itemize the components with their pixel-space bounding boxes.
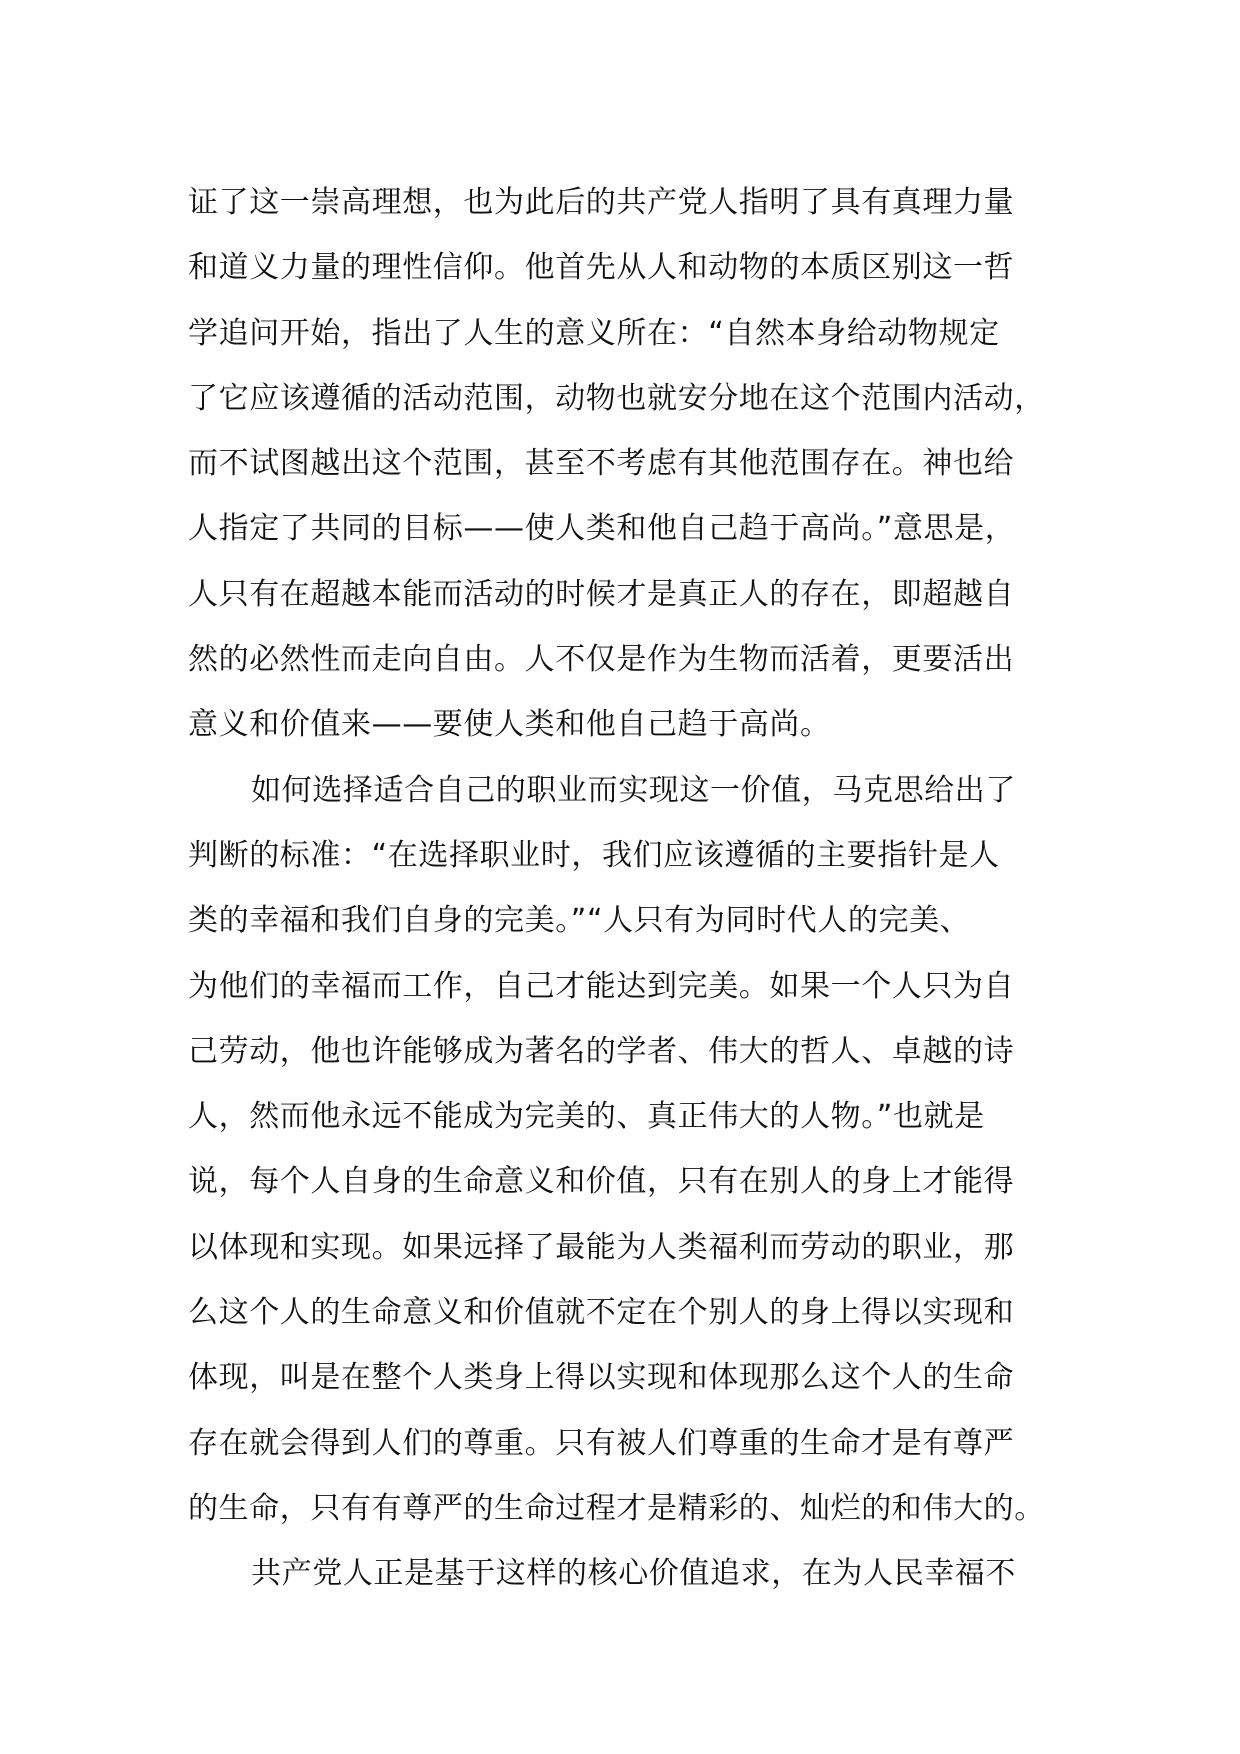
text-line: 己劳动，他也许能够成为著名的学者、伟大的哲人、卓越的诗 <box>188 1033 1015 1069</box>
body-text <box>188 170 1088 1607</box>
text-line: 然的必然性而走向自由。人不仅是作为生物而活着，更要活出 <box>188 642 1015 678</box>
text-line: 为他们的幸福而工作，自己才能达到完美。如果一个人只为自 <box>188 968 1015 1004</box>
text-line: 么这个人的生命意义和价值就不定在个别人的身上得以实现和 <box>188 1295 1015 1331</box>
text-line: 的生命，只有有尊严的生命过程才是精彩的、灿烂的和伟大的。 <box>188 1490 1045 1526</box>
text-line: 了它应该遵循的活动范围，动物也就安分地在这个范围内活动， <box>188 380 1045 416</box>
text-line: 人，然而他永远不能成为完美的、真正伟大的人物。”也就是 <box>188 1099 985 1135</box>
text-line: 类的幸福和我们自身的完美。”“人只有为同时代人的完美、 <box>188 903 971 939</box>
text-line: 判断的标准：“在选择职业时，我们应该遵循的主要指针是人 <box>188 837 1000 873</box>
text-line: 意义和价值来——要使人类和他自己趋于高尚。 <box>188 707 831 743</box>
text-line: 体现，叫是在整个人类身上得以实现和体现那么这个人的生命 <box>188 1360 1015 1396</box>
text-line: 而不试图越出这个范围，甚至不考虑有其他范围存在。神也给 <box>188 446 1015 482</box>
paragraph-start-line: 如何选择适合自己的职业而实现这一价值，马克思给出了 <box>251 772 1016 808</box>
text-line: 证了这一崇高理想，也为此后的共产党人指明了具有真理力量 <box>188 185 1015 220</box>
text-line: 学追问开始，指出了人生的意义所在：“自然本身给动物规定 <box>188 315 1000 351</box>
text-line: 存在就会得到人们的尊重。只有被人们尊重的生命才是有尊严 <box>188 1425 1015 1461</box>
text-line: 以体现和实现。如果远择了最能为人类福利而劳动的职业，那 <box>188 1229 1015 1265</box>
text-line: 人指定了共同的目标——使人类和他自己趋于高尚。”意思是， <box>188 511 1016 547</box>
text-line: 说，每个人自身的生命意义和价值，只有在别人的身上才能得 <box>188 1164 1015 1200</box>
text-line: 人只有在超越本能而活动的时候才是真正人的存在，即超越自 <box>188 576 1015 612</box>
paragraph-start-line: 共产党人正是基于这样的核心价值追求，在为人民幸福不 <box>251 1556 1016 1592</box>
text-line: 和道义力量的理性信仰。他首先从人和动物的本质区别这一哲 <box>188 250 1015 286</box>
